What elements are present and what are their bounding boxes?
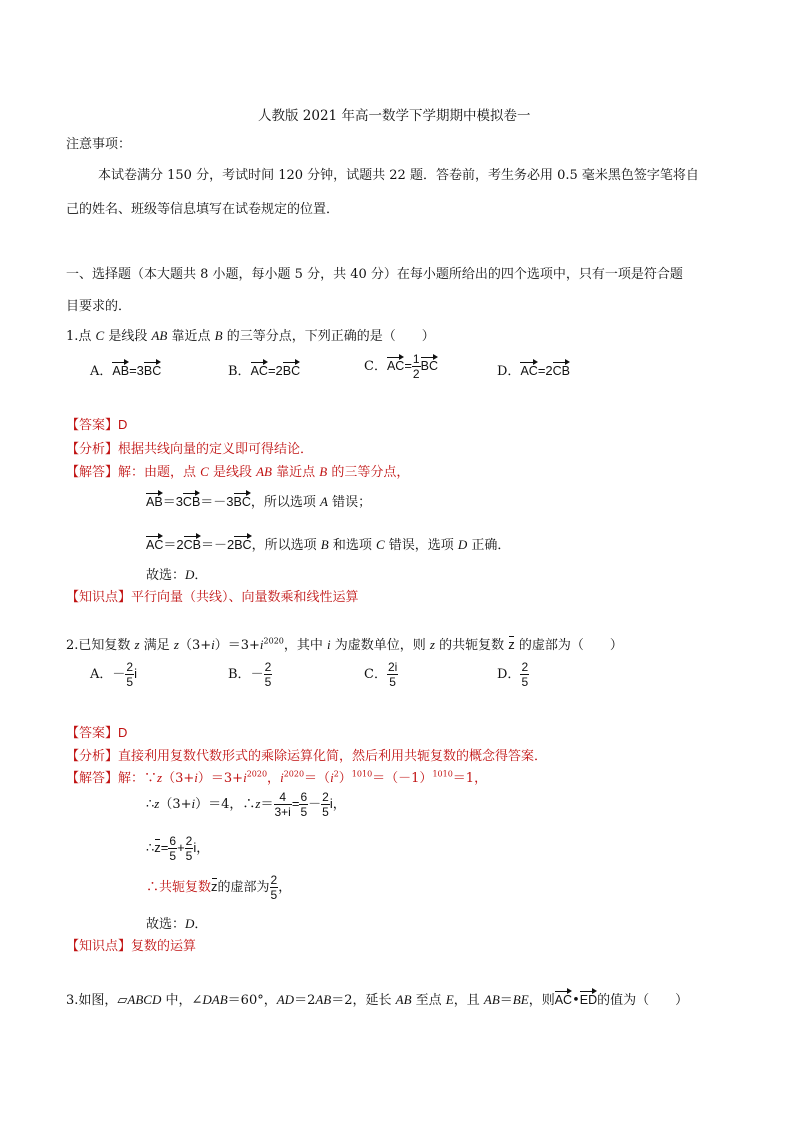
q2-choose: 故选：D． — [146, 916, 208, 932]
q2-knowledge-point: 【知识点】复数的运算 — [66, 939, 197, 954]
q1-answer: 【答案】D — [66, 417, 128, 433]
q1-option-d[interactable]: D．AC=2CB — [497, 363, 571, 379]
q1-choose: 故选：D． — [146, 567, 208, 583]
q1-knowledge-point: 【知识点】平行向量（共线）、向量数乘和线性运算 — [66, 590, 359, 605]
section1-line1: 一、选择题（本大题共 8 小题，每小题 5 分，共 40 分）在每小题所给出的四个选项中，只有一项是符合题 — [66, 267, 683, 282]
q2-option-d[interactable]: D． $\frac{2}{5}$ — [497, 660, 529, 689]
notice-line2: 己的姓名、班级等信息填写在试卷规定的位置． — [66, 202, 340, 217]
q1-analysis: 【分析】根据共线向量的定义即可得结论． — [66, 442, 314, 457]
q3-stem: 3.如图，▱ABCD 中，∠DAB＝60°，AD＝2AB＝2，延长 AB 至点 E，且 AB＝BE，则AC•ED的值为（ ） — [66, 992, 689, 1008]
q2-solution-step3: ∴z= $\frac{6}{5}$ + $\frac{2}{5}$ i， — [146, 834, 210, 863]
q2-option-c[interactable]: C． $\frac{2i}{5}$ — [364, 660, 398, 689]
section1-line2: 目要求的． — [66, 299, 132, 314]
q1-option-a[interactable]: A．AB=3BC — [90, 363, 162, 379]
q2-stem: 2.已知复数 z 满足 $z(3+i)=3+i^{2020}$，其中 i 为虚数单位，则 z 的共轭复数 z 的虚部为（ ） — [66, 636, 623, 653]
notice-line1: 本试卷满分 150 分，考试时间 120 分钟，试题共 22 题．答卷前，考生务必用 0.5 毫米黑色签字笔将自 — [98, 168, 699, 183]
q2-analysis: 【分析】直接利用复数代数形式的乘除运算化简，然后利用共轭复数的概念得答案． — [66, 749, 548, 764]
page-title: 人教版 2021 年高一数学下学期期中模拟卷一 — [258, 108, 531, 124]
q2-solution: 【解答】解：$\because z(3+i)=3+i^{2020}$，$i^{2020}=(i^2)^{1010}=(-1)^{1010}=1$， — [66, 769, 488, 786]
q1-stem: 1.点 C 是线段 AB 靠近点 B 的三等分点，下列正确的是（ ） — [66, 328, 435, 344]
q2-solution-step2: ∴z（3+i）＝4，∴z＝ $\frac{4}{3+i}$ = $\frac{6}{5}$ － $\frac{2}{5}$ i， — [146, 790, 346, 819]
q2-option-b[interactable]: B．－ $\frac{2}{5}$ — [228, 660, 272, 689]
q1-solution-step3: AC＝2CB＝－2BC，所以选项 B 和选项 C 错误，选项 D 正确． — [146, 537, 511, 553]
q2-solution-step4: ∴共轭复数z的虚部为 $\frac{2}{5}$ ， — [146, 873, 292, 902]
q1-option-b[interactable]: B．AC=2BC — [228, 363, 301, 379]
q2-answer: 【答案】D — [66, 725, 128, 741]
q1-solution-step2: AB＝3CB＝－3BC，所以选项 A 错误； — [146, 494, 372, 510]
q1-solution: 【解答】解：由题，点 C 是线段 AB 靠近点 B 的三等分点， — [66, 464, 410, 480]
q1-option-c[interactable]: C．AC= $\frac{1}{2}$ BC — [364, 352, 438, 381]
notice-label: 注意事项： — [66, 137, 132, 152]
q2-option-a[interactable]: A．－ $\frac{2}{5}$ i — [90, 660, 137, 689]
